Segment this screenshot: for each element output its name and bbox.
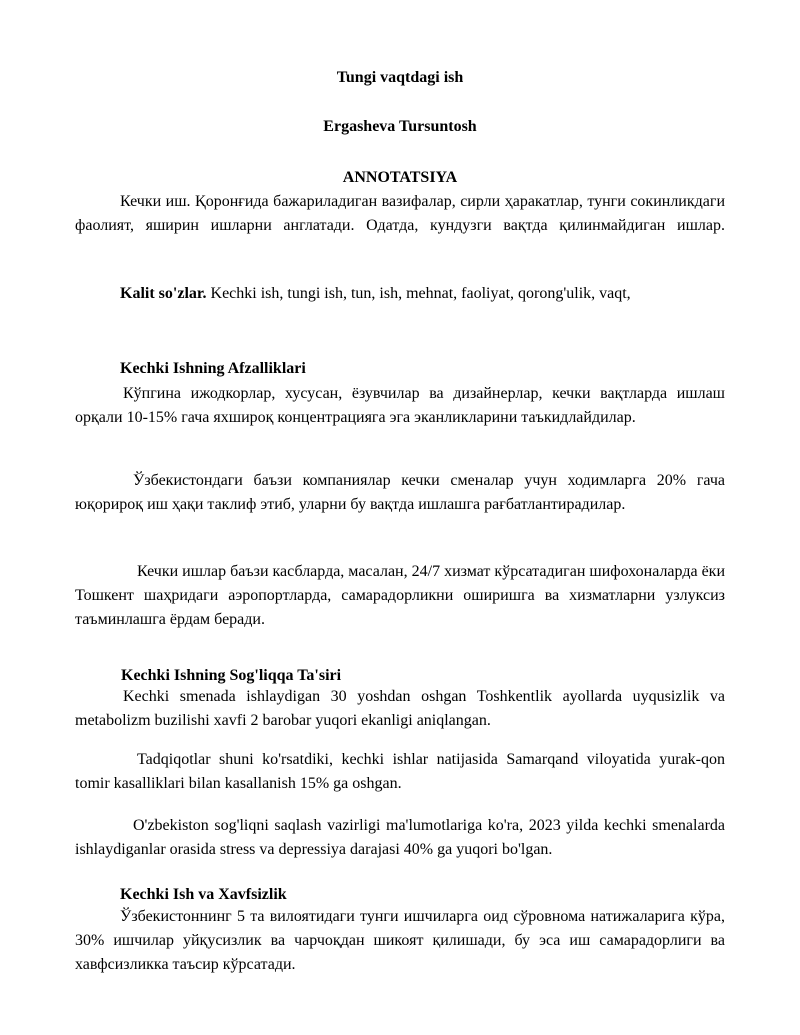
section-heading-health: Kechki Ishning Sog'liqqa Ta'siri — [121, 667, 342, 684]
safety-paragraph-1: Ўзбекистоннинг 5 та вилоятидаги тунги ишчиларга оид сўровнома натижаларига кўра, 30% ишчилар уйқусизлик ва чарчоқдан шикоят қилишади, бу эса иш самарадорлиги ва хавфсизликка таъсир кўрсатади. — [75, 908, 725, 973]
advantages-paragraph-3: Кечки ишлар баъзи касбларда, масалан, 24/7 хизмат кўрсатадиган шифохоналарда ёки Тошкент шаҳридаги аэропортларда, самарадорликни оширишга ва хизматларни узлуксиз таъминлашга ёрдам беради. — [75, 563, 725, 628]
annotation-text: Кечки иш. Қоронғида бажариладиган вазифалар, сирли ҳаракатлар, тунги сокинликдаги фаолият, яширин ишларни англатади. Одатда, кундузги вақтда қилинмайдиган ишлар. — [75, 193, 725, 234]
document-title: Tungi vaqtdagi ish — [336, 69, 464, 86]
keywords-paragraph — [75, 282, 725, 306]
keywords-label: Kalit so'zlar. — [120, 285, 207, 302]
section-heading-safety: Kechki Ish va Xavfsizlik — [120, 886, 287, 903]
author-name: Ergasheva Tursuntosh — [323, 118, 477, 135]
advantages-paragraph-2: Ўзбекистондаги баъзи компаниялар кечки сменалар учун ходимларга 20% гача юқорироқ иш ҳақи таклиф этиб, уларни бу вақтда ишлашга рағбатлантирадилар. — [75, 472, 725, 513]
health-paragraph-1: Kechki smenada ishlaydigan 30 yoshdan oshgan Toshkentlik ayollarda uyqusizlik va metabolizm buzilishi xavfi 2 barobar yuqori ekanligi aniqlangan. — [75, 688, 725, 729]
advantages-paragraph-1: Кўпгина ижодкорлар, хусусан, ёзувчилар ва дизайнерлар, кечки вақтларда ишлаш орқали 10-15% гача яхшироқ концентрацияга эга эканликларини таъкидлайдилар. — [75, 385, 725, 426]
annotation-heading: ANNOTATSIYA — [342, 169, 458, 186]
section-heading-advantages: Kechki Ishning Afzalliklari — [120, 360, 306, 377]
keywords-text: Kechki ish, tungi ish, tun, ish, mehnat, faoliyat, qorong'ulik, vaqt, — [206, 285, 631, 302]
health-paragraph-3: O'zbekiston sog'liqni saqlash vazirligi ma'lumotlariga ko'ra, 2023 yilda kechki smenalarda ishlaydiganlar orasida stress va depressiya darajasi 40% ga yuqori bo'lgan. — [75, 817, 725, 858]
health-paragraph-2: Tadqiqotlar shuni ko'rsatdiki, kechki ishlar natijasida Samarqand viloyatida yurak-qon tomir kasalliklari bilan kasallanish 15% ga oshgan. — [75, 751, 725, 792]
